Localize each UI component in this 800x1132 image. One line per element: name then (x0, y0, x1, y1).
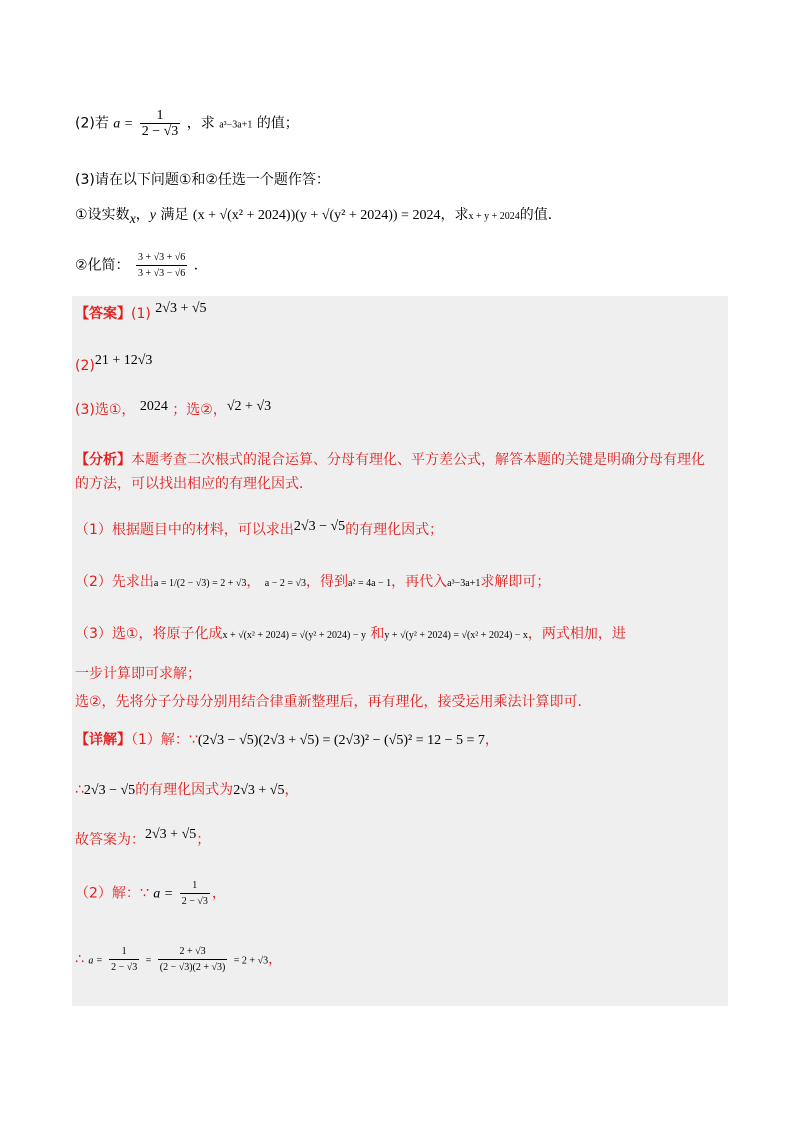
answer-1-label: (1) (131, 306, 151, 322)
detail-d4-fraction (180, 878, 210, 909)
detail-d2-expression-2: 2√3 + √5 (233, 783, 285, 798)
answer-2-value: 21 + 12√3 (94, 353, 153, 368)
detail-d3-a: 故答案为： (75, 832, 145, 848)
detail-2 (75, 780, 298, 801)
detail-d4-denominator: 2 − √3 (181, 896, 208, 907)
answer-3-value-1: 2024 (139, 399, 168, 414)
analysis-s3-a: （3）选①，将原子化成 (75, 626, 223, 642)
detail-d5-fraction-2 (158, 944, 228, 975)
q3-p1-e: 的值． (519, 207, 562, 223)
analysis-s2-c: ，得到 (306, 574, 349, 590)
detail-d5-b: ， (268, 951, 283, 968)
question-3-part-2 (75, 250, 208, 281)
q3-p2-denominator: 3 + √3 − √6 (138, 268, 186, 279)
analysis-s2-expression-1: a = 1/(2 − √3) = 2 + √3 (153, 578, 247, 589)
analysis-step-1 (75, 520, 443, 541)
q3-p1-a: ①设实数 (75, 207, 130, 223)
question-3-label: (3)请在以下问题①和②任选一个题作答： (75, 172, 330, 188)
analysis-s2-expression-2: a − 2 = √3 (264, 578, 307, 589)
detail-d5-equals: = (145, 955, 152, 967)
q2-end: 的值； (256, 115, 299, 132)
q2-fraction (140, 108, 181, 139)
detail-d2-expression-1: 2√3 − √5 (83, 783, 136, 798)
q3-p2-b: ． (193, 257, 208, 274)
q3-p2-a: ②化简： (75, 257, 130, 274)
analysis-s2-a: （2）先求出 (75, 574, 154, 590)
analysis-s3-expression-1: x + √(x² + 2024) = √(y² + 2024) − y (222, 630, 366, 641)
q3-p1-equation: (x + √(x² + 2024))(y + √(y² + 2024)) = 2024 (192, 208, 441, 223)
detail-5 (75, 944, 282, 975)
detail-d5-a: ∴ (75, 951, 84, 968)
detail-d5-f2-numerator: 2 + √3 (158, 944, 228, 960)
q2-label: (2)若 (75, 115, 109, 132)
detail-d5-rhs: = 2 + √3 (233, 955, 269, 967)
detail-d1-b: ， (484, 732, 499, 748)
detail-3 (75, 827, 211, 851)
detail-d1-expression: (2√3 − √5)(2√3 + √5) = (2√3)² − (√5)² = 12 − 5 = 7 (197, 733, 485, 748)
q2-fraction-denominator: 2 − √3 (141, 124, 179, 139)
q3-p1-c: 满足 (160, 207, 189, 223)
detail-d5-f2-denominator: (2 − √3)(2 + √3) (159, 962, 226, 973)
answer-2 (75, 350, 153, 374)
answer-3-label: (3)选①， (75, 402, 136, 418)
analysis-s1-b: 的有理化因式； (345, 522, 444, 538)
analysis-step-3 (75, 624, 626, 646)
analysis-s2-d: ，再代入 (391, 574, 448, 590)
analysis-s2-b: ， (246, 574, 261, 590)
detail-d3-expression: 2√3 + √5 (145, 827, 197, 842)
analysis-step-3-option-2: 选②，先将分子分母分别用结合律重新整理后，再有理化，接受运用乘法计算即可． (75, 694, 592, 710)
answer-2-label: (2) (75, 358, 95, 374)
answer-3-mid: ；选②， (172, 402, 227, 418)
q3-p1-d: ，求 (440, 207, 469, 223)
analysis-step-2 (75, 572, 550, 594)
answer-3 (75, 400, 271, 421)
analysis-text: 本题考查二次根式的混合运算、分母有理化、平方差公式，解答本题的关键是明确分母有理化的方法，可以找出相应的有理化因式． (75, 452, 705, 492)
analysis-header: 【分析】 (75, 452, 131, 468)
question-3-part-1 (75, 205, 562, 227)
q2-a-eq: a = (113, 116, 134, 132)
analysis-s3-b: 和 (370, 626, 385, 642)
detail-d5-fraction-1 (109, 944, 139, 975)
analysis-step-3-cont: 一步计算即可求解； (75, 666, 201, 682)
analysis-s2-expression-4: a³−3a+1 (447, 578, 481, 589)
analysis-paragraph (75, 448, 715, 496)
analysis-s2-expression-3: a² = 4a − 1 (348, 578, 392, 589)
detail-d4-lhs: a = (153, 886, 174, 902)
q2-expression: a³−3a+1 (219, 119, 253, 131)
detail-header: 【详解】 (75, 732, 131, 748)
detail-d2-c: ， (284, 782, 299, 798)
answer-3-value-2: √2 + √3 (226, 399, 272, 414)
question-2 (75, 108, 299, 139)
q3-p2-fraction (136, 250, 187, 281)
analysis-s3-c: ，两式相加，进 (527, 626, 626, 642)
detail-d2-b: 的有理化因式为 (135, 782, 234, 798)
detail-d5-f1-denominator: 2 − √3 (111, 962, 138, 973)
detail-d5-f1-numerator: 1 (109, 944, 139, 960)
detail-4 (75, 878, 226, 909)
answer-1 (75, 301, 207, 325)
answer-1-value: 2√3 + √5 (155, 301, 207, 316)
q3-p2-numerator: 3 + √3 + √6 (136, 250, 187, 266)
detail-1 (75, 730, 499, 751)
detail-d4-b: ， (211, 885, 226, 902)
detail-d5-lhs: a = (88, 955, 103, 967)
q2-mid: ，求 (186, 115, 215, 132)
analysis-s3-expression-2: y + √(y² + 2024) = √(x² + 2024) − x (384, 630, 528, 641)
detail-d4-a: （2）解：∵ (75, 885, 149, 902)
q3-p1-expression: x + y + 2024 (468, 211, 520, 222)
detail-d2-a: ∴ (75, 782, 84, 798)
q3-p1-b: ， (135, 207, 150, 223)
detail-d3-b: ； (196, 832, 211, 848)
analysis-s1-expression: 2√3 − √5 (293, 519, 346, 534)
q3-p1-x: x (129, 212, 136, 227)
analysis-s1-a: （1）根据题目中的材料，可以求出 (75, 522, 294, 538)
detail-d1-a: （1）解：∵ (131, 732, 198, 748)
analysis-s2-e: 求解即可； (480, 574, 551, 590)
detail-d4-numerator: 1 (180, 878, 210, 894)
q2-fraction-numerator: 1 (140, 108, 181, 124)
answer-header: 【答案】 (75, 306, 131, 322)
q3-p1-y: y (149, 208, 156, 223)
